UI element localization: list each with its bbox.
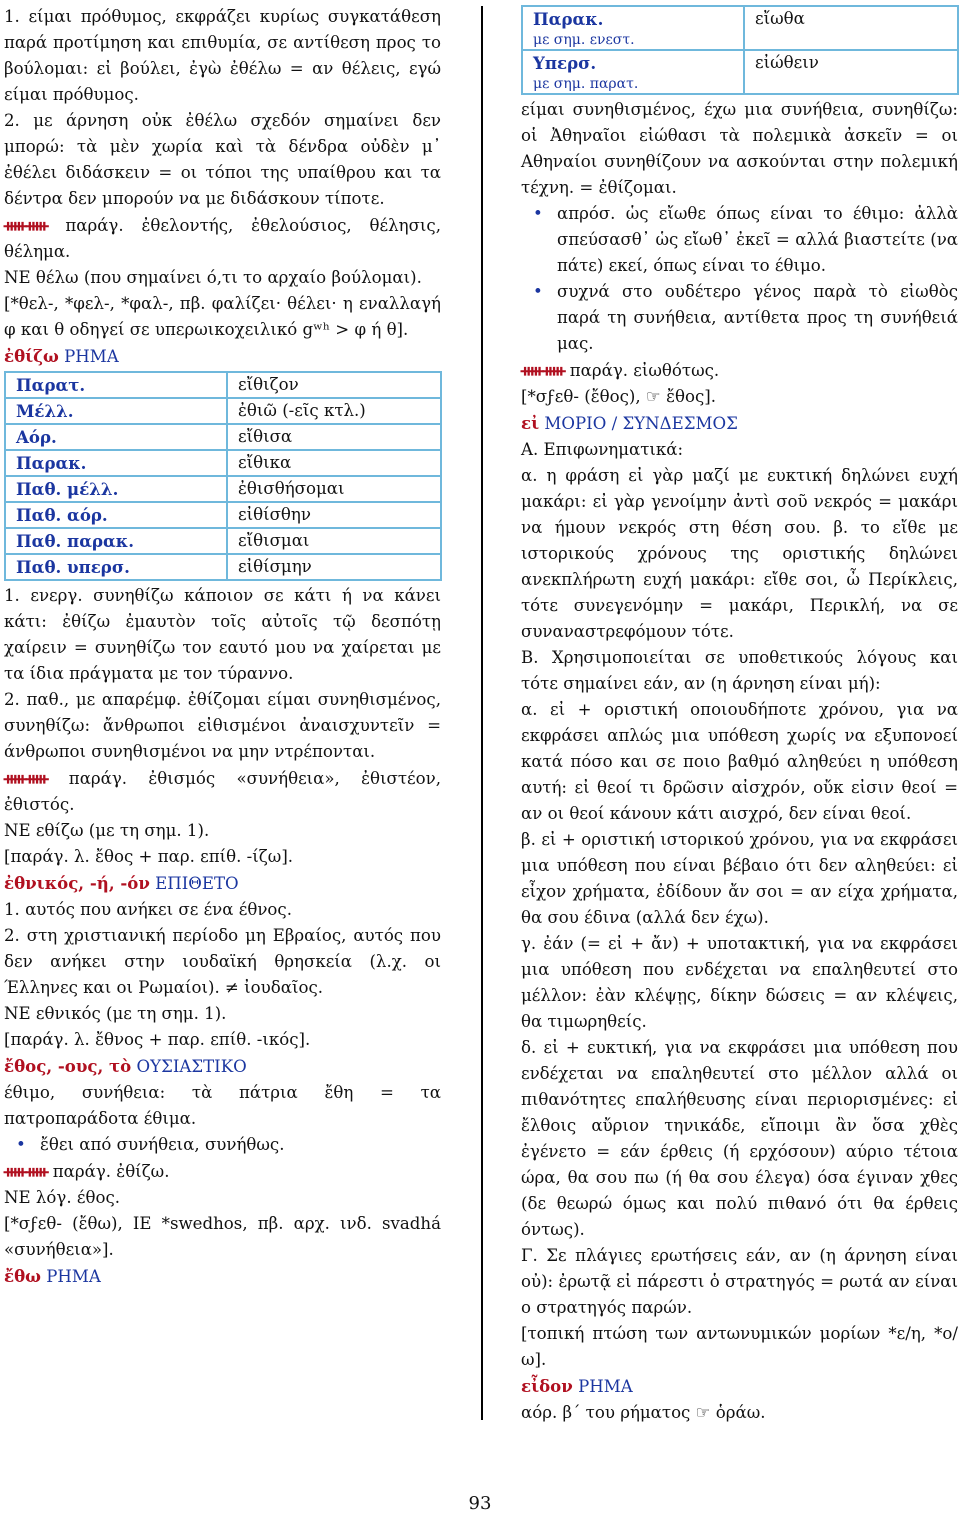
- family-icon: ᚔᚔ: [4, 215, 48, 235]
- family-icon: ᚔᚔ: [521, 360, 565, 380]
- derivatives-line: ᚔᚔ παράγ. ἐθισμός «συνήθεια», ἐθιστέον, ἐθιστός.: [4, 768, 441, 814]
- etymology-line: [*σϝεθ- (ἔθος), ☞ ἔθος].: [521, 387, 717, 406]
- modern-greek-line: ΝΕ θέλω (που σημαίνει ό,τι το αρχαίο βούλομαι).: [4, 268, 422, 287]
- derivatives-line: ᚔᚔ παράγ. ἐθελοντής, ἐθελούσιος, θέλησις, θέλημα.: [4, 215, 441, 261]
- entry-text: 2. με άρνηση οὐκ ἐθέλω σχεδόν σημαίνει δεν μπορώ: τὰ μὲν χωρία καὶ τὰ δένδρα οὐδὲν μ᾽ ἐθέλει διδάσκειν = οι τόποι της υπαίθρου και τα δέντρα δεν μπορούν να με διδάσκουν τίποτε.: [4, 111, 441, 208]
- family-icon: ᚔᚔ: [4, 768, 48, 788]
- column-divider: [481, 6, 483, 1420]
- derivatives-line: ᚔᚔ παράγ. εἰωθότως.: [521, 360, 720, 380]
- etymology-line: [*θελ-, *φελ-, *φαλ-, πβ. φαλίζει· θέλει· η εναλλαγή φ και θ οδηγεί σε υπερωικοχειλικό gʷʰ > φ ή θ].: [4, 294, 441, 339]
- right-column: [521, 4, 958, 1426]
- table-row: Μέλλ. ἐθιῶ (-εῖς κτλ.): [5, 398, 441, 424]
- entry-headword: εἶδον ΡΗΜΑ: [521, 1376, 633, 1396]
- entry-text: α. εἰ + οριστική οποιουδήποτε χρόνου, για να εκφράσει απλώς μια υπόθεση χωρίς να εξυπονοεί κατά πόσο και σε ποιο βαθμό αληθεύει η υπόθεση αυτή: εἰ θεοί τι δρῶσιν αἰσχρόν, οὔκ εἰσιν θεοί = αν οι θεοί κάνουν κάτι αισχρό, δεν είναι θεοί.: [521, 700, 958, 823]
- modern-greek-line: ΝΕ εθνικός (με τη σημ. 1).: [4, 1004, 227, 1023]
- entry-headword: ἐθίζω ΡΗΜΑ: [4, 346, 119, 366]
- family-icon: ᚔᚔ: [4, 1161, 48, 1181]
- section-heading: Β. Χρησιμοποιείται σε υποθετικούς λόγους και τότε σημαίνει εάν, αν (η άρνηση είναι μή):: [521, 648, 958, 693]
- entry-headword: ἔθος, -ους, τὸ ΟΥΣΙΑΣΤΙΚΟ: [4, 1056, 247, 1076]
- entry-headword: ἐθνικός, -ή, -όν ΕΠΙΘΕΤΟ: [4, 873, 239, 893]
- entry-text: αόρ. β΄ του ρήματος ☞ ὁράω.: [521, 1403, 766, 1422]
- entry-text: 1. ενεργ. συνηθίζω κάποιον σε κάτι ή να κάνει κάτι: ἐθίζω ἐμαυτὸν τοῖς αὐτοῖς τῷ δεσπότῃ χαίρειν = συνηθίζω τον εαυτό μου να χαίρεται με τα ίδια πράγματα με τον τύραννο.: [4, 586, 441, 683]
- etymology-line: [παράγ. λ. ἔθος + παρ. επίθ. -ίζω].: [4, 847, 294, 866]
- etymology-line: [τοπική πτώση των αντωνυμικών μορίων *ε/η, *ο/ω].: [521, 1324, 958, 1369]
- table-row: Παθ. μέλλ. ἐθισθήσομαι: [5, 476, 441, 502]
- entry-text: είμαι συνηθισμένος, έχω μια συνήθεια, συνηθίζω: οἱ Ἀθηναῖοι εἰώθασι τὰ πολεμικὰ ἀσκεῖν = οι Αθηναίοι συνηθίζουν να ασκούνται στην πολεμική τέχνη. = ἐθίζομαι.: [521, 100, 958, 197]
- table-row: Παθ. υπερσ. εἰθίσμην: [5, 554, 441, 580]
- entry-text: 2. στη χριστιανική περίοδο μη Εβραίος, αυτός που δεν ανήκει στην ιουδαϊκή θρησκεία (λ.χ. οι Έλληνες και οι Ρωμαίοι). ≠ ἰουδαῖος.: [4, 926, 441, 997]
- entry-headword: ἔθω ΡΗΜΑ: [4, 1266, 101, 1286]
- table-row: Παρακ. εἴθικα: [5, 450, 441, 476]
- table-row: Υπερσ. με σημ. παρατ. εἰώθειν: [522, 50, 958, 94]
- bullet-item: • ἔθει από συνήθεια, συνήθως.: [4, 1132, 441, 1158]
- entry-text: Γ. Σε πλάγιες ερωτήσεις εάν, αν (η άρνηση είναι οὐ): ἐρωτᾷ εἰ πάρεστι ὁ στρατηγός = ρωτά αν είναι ο στρατηγός παρών.: [521, 1246, 958, 1317]
- conjugation-table: [521, 5, 959, 95]
- section-heading: Α. Επιφωνηματικά:: [521, 440, 684, 459]
- entry-headword: εἰ ΜΟΡΙΟ / ΣΥΝΔΕΣΜΟΣ: [521, 413, 738, 433]
- entry-text: 1. είμαι πρόθυμος, εκφράζει κυρίως συγκατάθεση παρά προτίμηση και επιθυμία, σε αντίθεση προς το βούλομαι: εἰ βούλει, ἐγὼ ἐθέλω = αν θέλεις, εγώ είμαι πρόθυμος.: [4, 7, 441, 104]
- table-row: Παρακ. με σημ. ενεστ. εἴωθα: [522, 6, 958, 50]
- entry-text: γ. ἐάν (= εἰ + ἄν) + υποτακτική, για να εκφράσει μια υπόθεση που ενδέχεται να επαληθευτεί στο μέλλον: ἐὰν κλέψῃς, δίκην δώσεις = αν κλέψεις, θα τιμωρηθείς.: [521, 934, 958, 1031]
- table-row: Παθ. παρακ. εἴθισμαι: [5, 528, 441, 554]
- entry-text: α. η φράση εἰ γὰρ μαζί με ευκτική δηλώνει ευχή μακάρι: εἰ γὰρ γενοίμην ἀντὶ σοῦ νεκρός = μακάρι να ήμουν νεκρός στη θέση σου. β. το εἴθε με ιστορικούς χρόνους της οριστικής δηλώνει ανεκπλήρωτη ευχή μακάρι: εἴθε σοι, ὦ Περίκλεις, τότε συνεγενόμην = μακάρι, Περικλή, να σε συναναστρεφόμουν τότε.: [521, 466, 958, 641]
- etymology-line: [παράγ. λ. ἔθνος + παρ. επίθ. -ικός].: [4, 1030, 311, 1049]
- conjugation-table: [4, 371, 442, 581]
- page-number: 93: [468, 1493, 492, 1514]
- bullet-item: • απρόσ. ὡς εἴωθε όπως είναι το έθιμο: ἀλλὰ σπεύσασθ᾽ ὡς εἴωθ᾽ ἐκεῖ = αλλά βιαστείτε (να πάτε) εκεί, όπως είναι το έθιμο.: [521, 201, 958, 279]
- entry-text: 1. αυτός που ανήκει σε ένα έθνος.: [4, 900, 292, 919]
- entry-text: β. εἰ + οριστική ιστορικού χρόνου, για να εκφράσει μια υπόθεση που είναι βέβαιο ότι δεν αληθεύει: εἰ εἶχον χρήματα, ἐδίδουν ἄν σοι = αν είχα χρήματα, θα σου έδινα (αλλά δεν έχω).: [521, 830, 958, 927]
- bullet-item: • συχνά στο ουδέτερο γένος παρὰ τὸ εἰωθὸς παρά τη συνήθεια, αντίθετα προς τη συνήθειά μας.: [521, 279, 958, 357]
- entry-text: 2. παθ., με απαρέμφ. ἐθίζομαι είμαι συνηθισμένος, συνηθίζω: ἄνθρωποι εἰθισμένοι ἀναισχυντεῖν = άνθρωποι συνηθισμένοι να μην ντρέπονται.: [4, 690, 441, 761]
- entry-text: δ. εἰ + ευκτική, για να εκφράσει μια υπόθεση που ενδέχεται να επαληθευτεί στο μέλλον αλλά οι πιθανότητες επαλήθευσης είναι περιορισμένες: εἰ ἔλθοις αὔριον τηνικάδε, εἴποιμι ἂν ὅσα χθὲς ἐγένετο = εάν έρθεις (ή ερχόσουν) αύριο τέτοια ώρα, θα σου πω (ή θα σου έλεγα) όσα έγιναν χθες (δε θεωρώ όμως και πολύ πιθανό ότι θα έρθεις όντως).: [521, 1038, 958, 1239]
- entry-text: έθιμο, συνήθεια: τὰ πάτρια ἔθη = τα πατροπαράδοτα έθιμα.: [4, 1083, 441, 1128]
- etymology-line: [*σϝεθ- (ἔθω), ΙΕ *swedhos, πβ. αρχ. ινδ. svadhá «συνήθεια»].: [4, 1214, 441, 1259]
- modern-greek-line: ΝΕ λόγ. έθος.: [4, 1188, 121, 1207]
- table-row: Αόρ. εἴθισα: [5, 424, 441, 450]
- table-row: Παθ. αόρ. εἰθίσθην: [5, 502, 441, 528]
- modern-greek-line: ΝΕ εθίζω (με τη σημ. 1).: [4, 821, 210, 840]
- derivatives-line: ᚔᚔ παράγ. ἐθίζω.: [4, 1161, 170, 1181]
- table-row: Παρατ. εἴθιζον: [5, 372, 441, 398]
- left-column: [4, 4, 441, 1290]
